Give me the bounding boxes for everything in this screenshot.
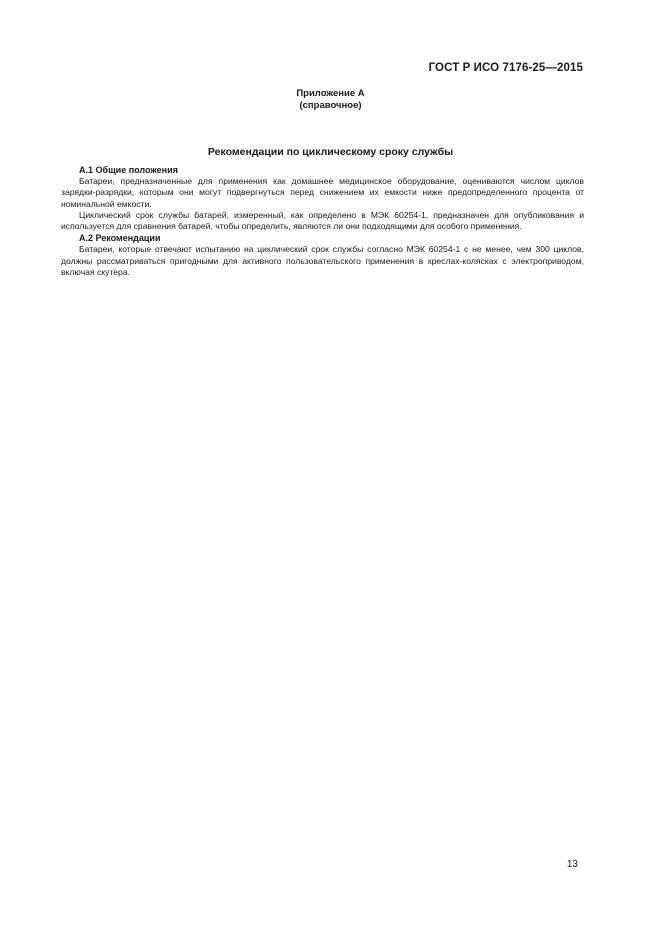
paragraph: Батареи, которые отвечают испытанию на циклический срок службы согласно МЭК 60254-1 с не менее, чем 300 циклов, должны рассматриваться пригодными для активного пользовательского применения в креслах-колясках с электроприводом, включая скутера. — [61, 244, 584, 278]
paragraph: Батареи, предназначенные для применения как домашнее медицинское оборудование, оцениваются числом циклов зарядки-разрядки, которым они могут подвергнуться перед снижением их емкости ниже предопределенного процента от номинальной емкости. — [61, 176, 584, 209]
section-title: Рекомендации по циклическому сроку службы — [207, 146, 454, 158]
document-body — [61, 164, 584, 278]
clause-heading: А.1 Общие положения — [79, 165, 178, 175]
annex-subtitle: (справочное) — [299, 100, 362, 111]
standard-code: ГОСТ Р ИСО 7176-25—2015 — [428, 62, 583, 74]
clause-heading: А.2 Рекомендации — [79, 233, 161, 244]
paragraph: Циклический срок службы батарей, измеренный, как определено в МЭК 60254-1, предназначен для опубликования и используется для сравнения батарей, чтобы определить, являются ли они подходящими для особого применения. — [61, 209, 584, 232]
annex-heading — [0, 88, 661, 112]
page-number: 13 — [566, 859, 578, 870]
annex-title: Приложение А — [296, 88, 365, 99]
